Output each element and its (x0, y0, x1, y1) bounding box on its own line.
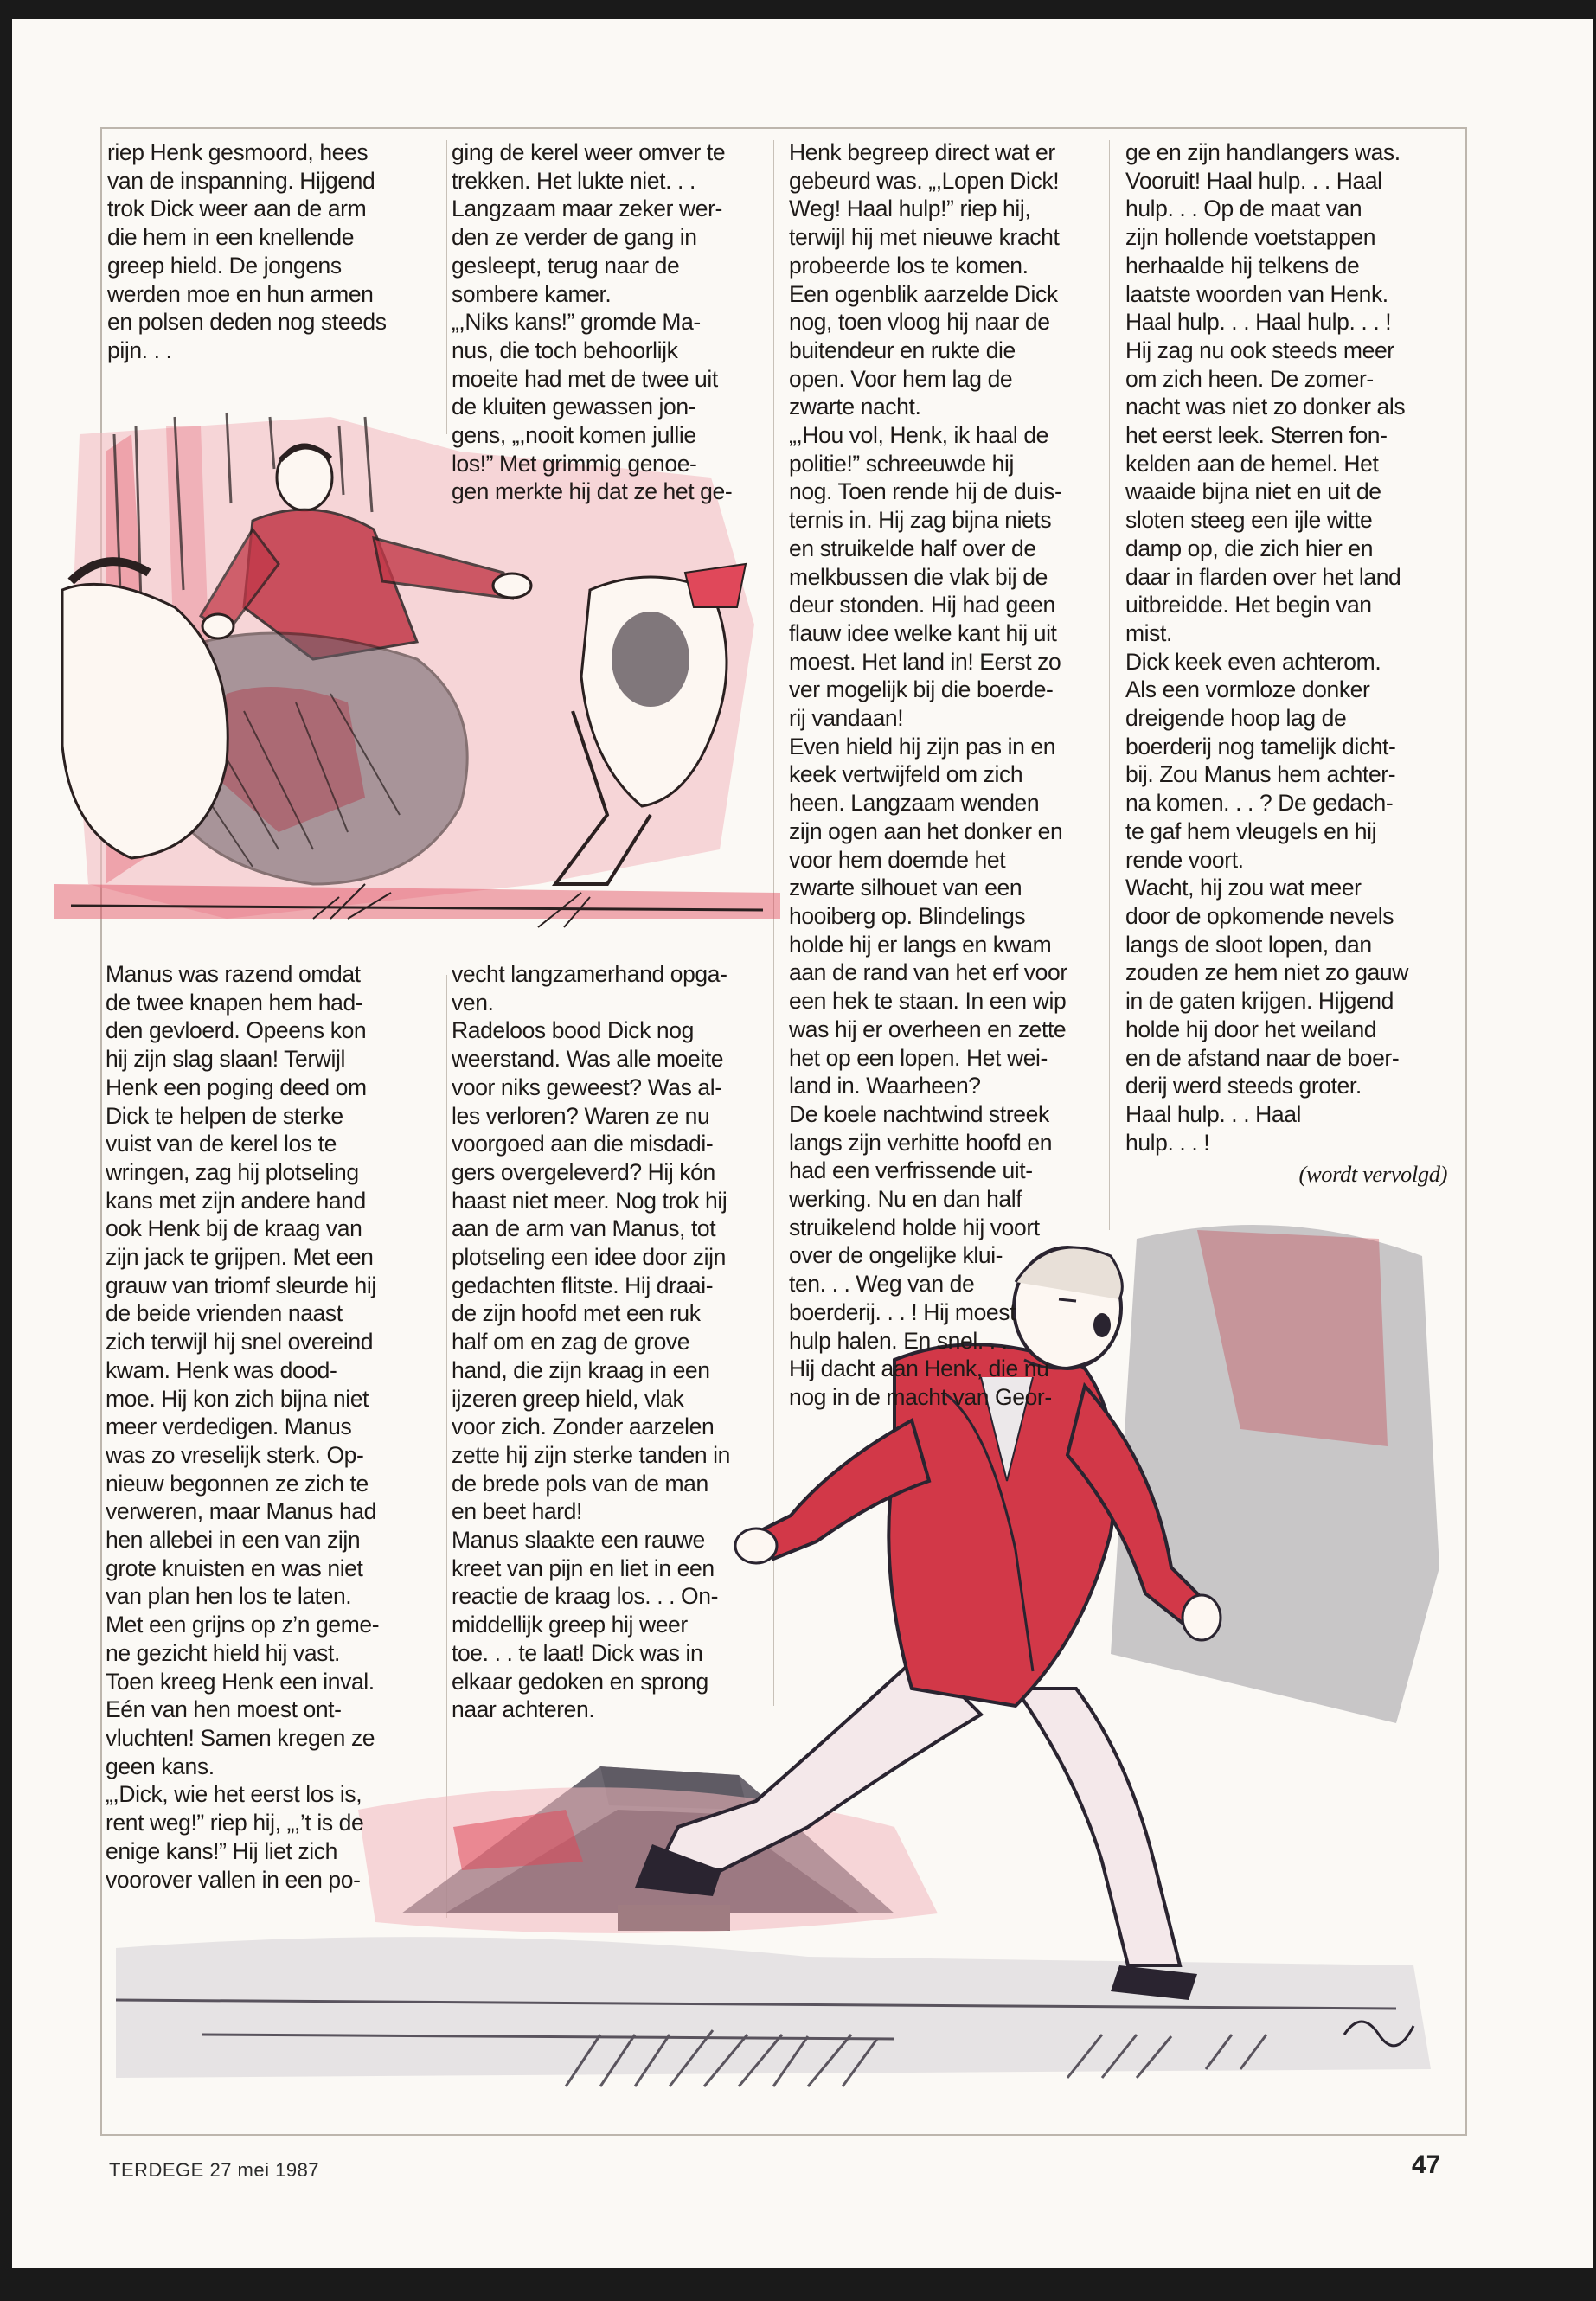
column-2-bottom (452, 960, 772, 1724)
paragraph: ging de kerel weer omver te trekken. Het lukte niet. . . Langzaam maar zeker wer- den ze verder de gang in gesleept, terug naar de sombere kamer. „,Niks kans!” gromde Ma- nus, die toch behoorlijk moeite had met de twee uit de kluiten gewassen jon- gens, „,nooit komen jullie los!” Met grimmig genoe- gen merkte hij dat ze het ge- (452, 139, 733, 505)
column-3 (789, 138, 1109, 1412)
paragraph: ge en zijn handlangers was. Vooruit! Haal hulp. . . Haal hulp. . . Op de maat van zijn hollende voetstappen herhaalde hij telkens de laatste woorden van Henk. Haal hulp. . . Haal hulp. . . ! Hij zag nu ook steeds meer om zich heen. De zomer- nacht was niet zo donker als het eerst leek. Sterren fon- kelden aan de hemel. Het waaide bijna niet en uit de sloten steeg een ijle witte damp op, die zich hier en daar in flarden over het land uitbreidde. Het begin van mist. Dick keek even achterom. Als een vormloze donker dreigende hoop lag de boerderij nog tamelijk dicht- bij. Zou Manus hem achter- na komen. . . ? De gedach- te gaf hem vleugels en hij rende voort. Wacht, hij zou wat meer door de opkomende nevels langs de sloot lopen, dan zouden ze hem niet zo gauw in de gaten krijgen. Hijgend holde hij door het weiland en de afstand naar de boer- derij werd steeds groter. Haal hulp. . . Haal hulp. . . ! (1125, 139, 1408, 1156)
column-1-bottom (106, 960, 443, 1894)
column-4 (1125, 138, 1454, 1189)
magazine-page (12, 19, 1593, 2268)
publication-footer: TERDEGE 27 mei 1987 (109, 2159, 320, 2181)
paragraph: Henk begreep direct wat er gebeurd was. „,Lopen Dick! Weg! Haal hulp!” riep hij, terwijl hij met nieuwe kracht probeerde los te komen. Een ogenblik aarzelde Dick nog, toen vloog hij naar de buitendeur en rukte die open. Voor hem lag de zwarte nacht. „,Hou vol, Henk, ik haal de politie!” schreeuwde hij nog. Toen rende hij de duis- ternis in. Hij zag bijna niets en struikelde half over de melkbussen die vlak bij de deur stonden. Hij had geen flauw idee welke kant hij uit moest. Het land in! Eerst zo ver mogelijk bij die boerde- rij vandaan! Even hield hij zijn pas in en keek vertwijfeld om zich heen. Langzaam wenden zijn ogen aan het donker en voor hem doemde het zwarte silhouet van een hooiberg op. Blindelings holde hij er langs en kwam aan de rand van het erf voor een hek te staan. In een wip was hij er overheen en zette het op een lopen. Het wei- land in. Waarheen? De koele nachtwind streek langs zijn verhitte hoofd en had een verfrissende uit- werking. Nu en dan half struikelend holde hij voort over de ongelijke klui- ten. . . Weg van de boerderij. . . ! Hij moest hulp halen. En snel. . . Hij dacht aan Henk, die nu nog in de macht van Geor- (789, 139, 1067, 1410)
column-1-top (107, 138, 436, 365)
paragraph: vecht langzamerhand opga- ven. Radeloos bood Dick nog weerstand. Was alle moeite voor niks geweest? Was al- les verloren? Waren ze nu voorgoed aan die misdadi- gers overgeleverd? Hij kón haast niet meer. Nog trok hij aan de arm van Manus, tot plotseling een idee door zijn gedachten flitste. Hij draai- de zijn hoofd met een ruk half om en zag de grove hand, die zijn kraag in een ijzeren greep hield, vlak voor zich. Zonder aarzelen zette hij zijn sterke tanden in de brede pols van de man en beet hard! Manus slaakte een rauwe kreet van pijn en liet in een reactie de kraag los. . . On- middellijk greep hij weer toe. . . te laat! Dick was in elkaar gedoken en sprong naar achteren. (452, 961, 730, 1723)
column-rule (1109, 140, 1110, 1230)
column-rule (446, 140, 447, 434)
paragraph: Manus was razend omdat de twee knapen hem had- den gevloerd. Opeens kon hij zijn slag slaan! Terwijl Henk een poging deed om Dick te helpen de sterke vuist van de kerel los te wringen, zag hij plotseling kans met zijn andere hand ook Henk bij de kraag van zijn jack te grijpen. Met een grauw van triomf sleurde hij de beide vrienden naast zich terwijl hij snel overeind kwam. Henk was dood- moe. Hij kon zich bijna niet meer verdedigen. Manus was zo vreselijk sterk. Op- nieuw begonnen ze zich te verweren, maar Manus had hen allebei in een van zijn grote knuisten en was niet van plan hen los te laten. Met een grijns op z’n geme- ne gezicht hield hij vast. Toen kreeg Henk een inval. Eén van hen moest ont- vluchten! Samen kregen ze geen kans. „,Dick, wie het eerst los is, rent weg!” riep hij, „,’t is de enige kans!” Hij liet zich voorover vallen in een po- (106, 961, 380, 1893)
paragraph: riep Henk gesmoord, hees van de inspanning. Hijgend trok Dick weer aan de arm die hem in een knellende greep hield. De jongens werden moe en hun armen en polsen deden nog steeds pijn. . . (107, 139, 387, 363)
to-be-continued: (wordt vervolgd) (1298, 1161, 1447, 1188)
column-2-top (452, 138, 772, 506)
page-number: 47 (1412, 2150, 1441, 2179)
